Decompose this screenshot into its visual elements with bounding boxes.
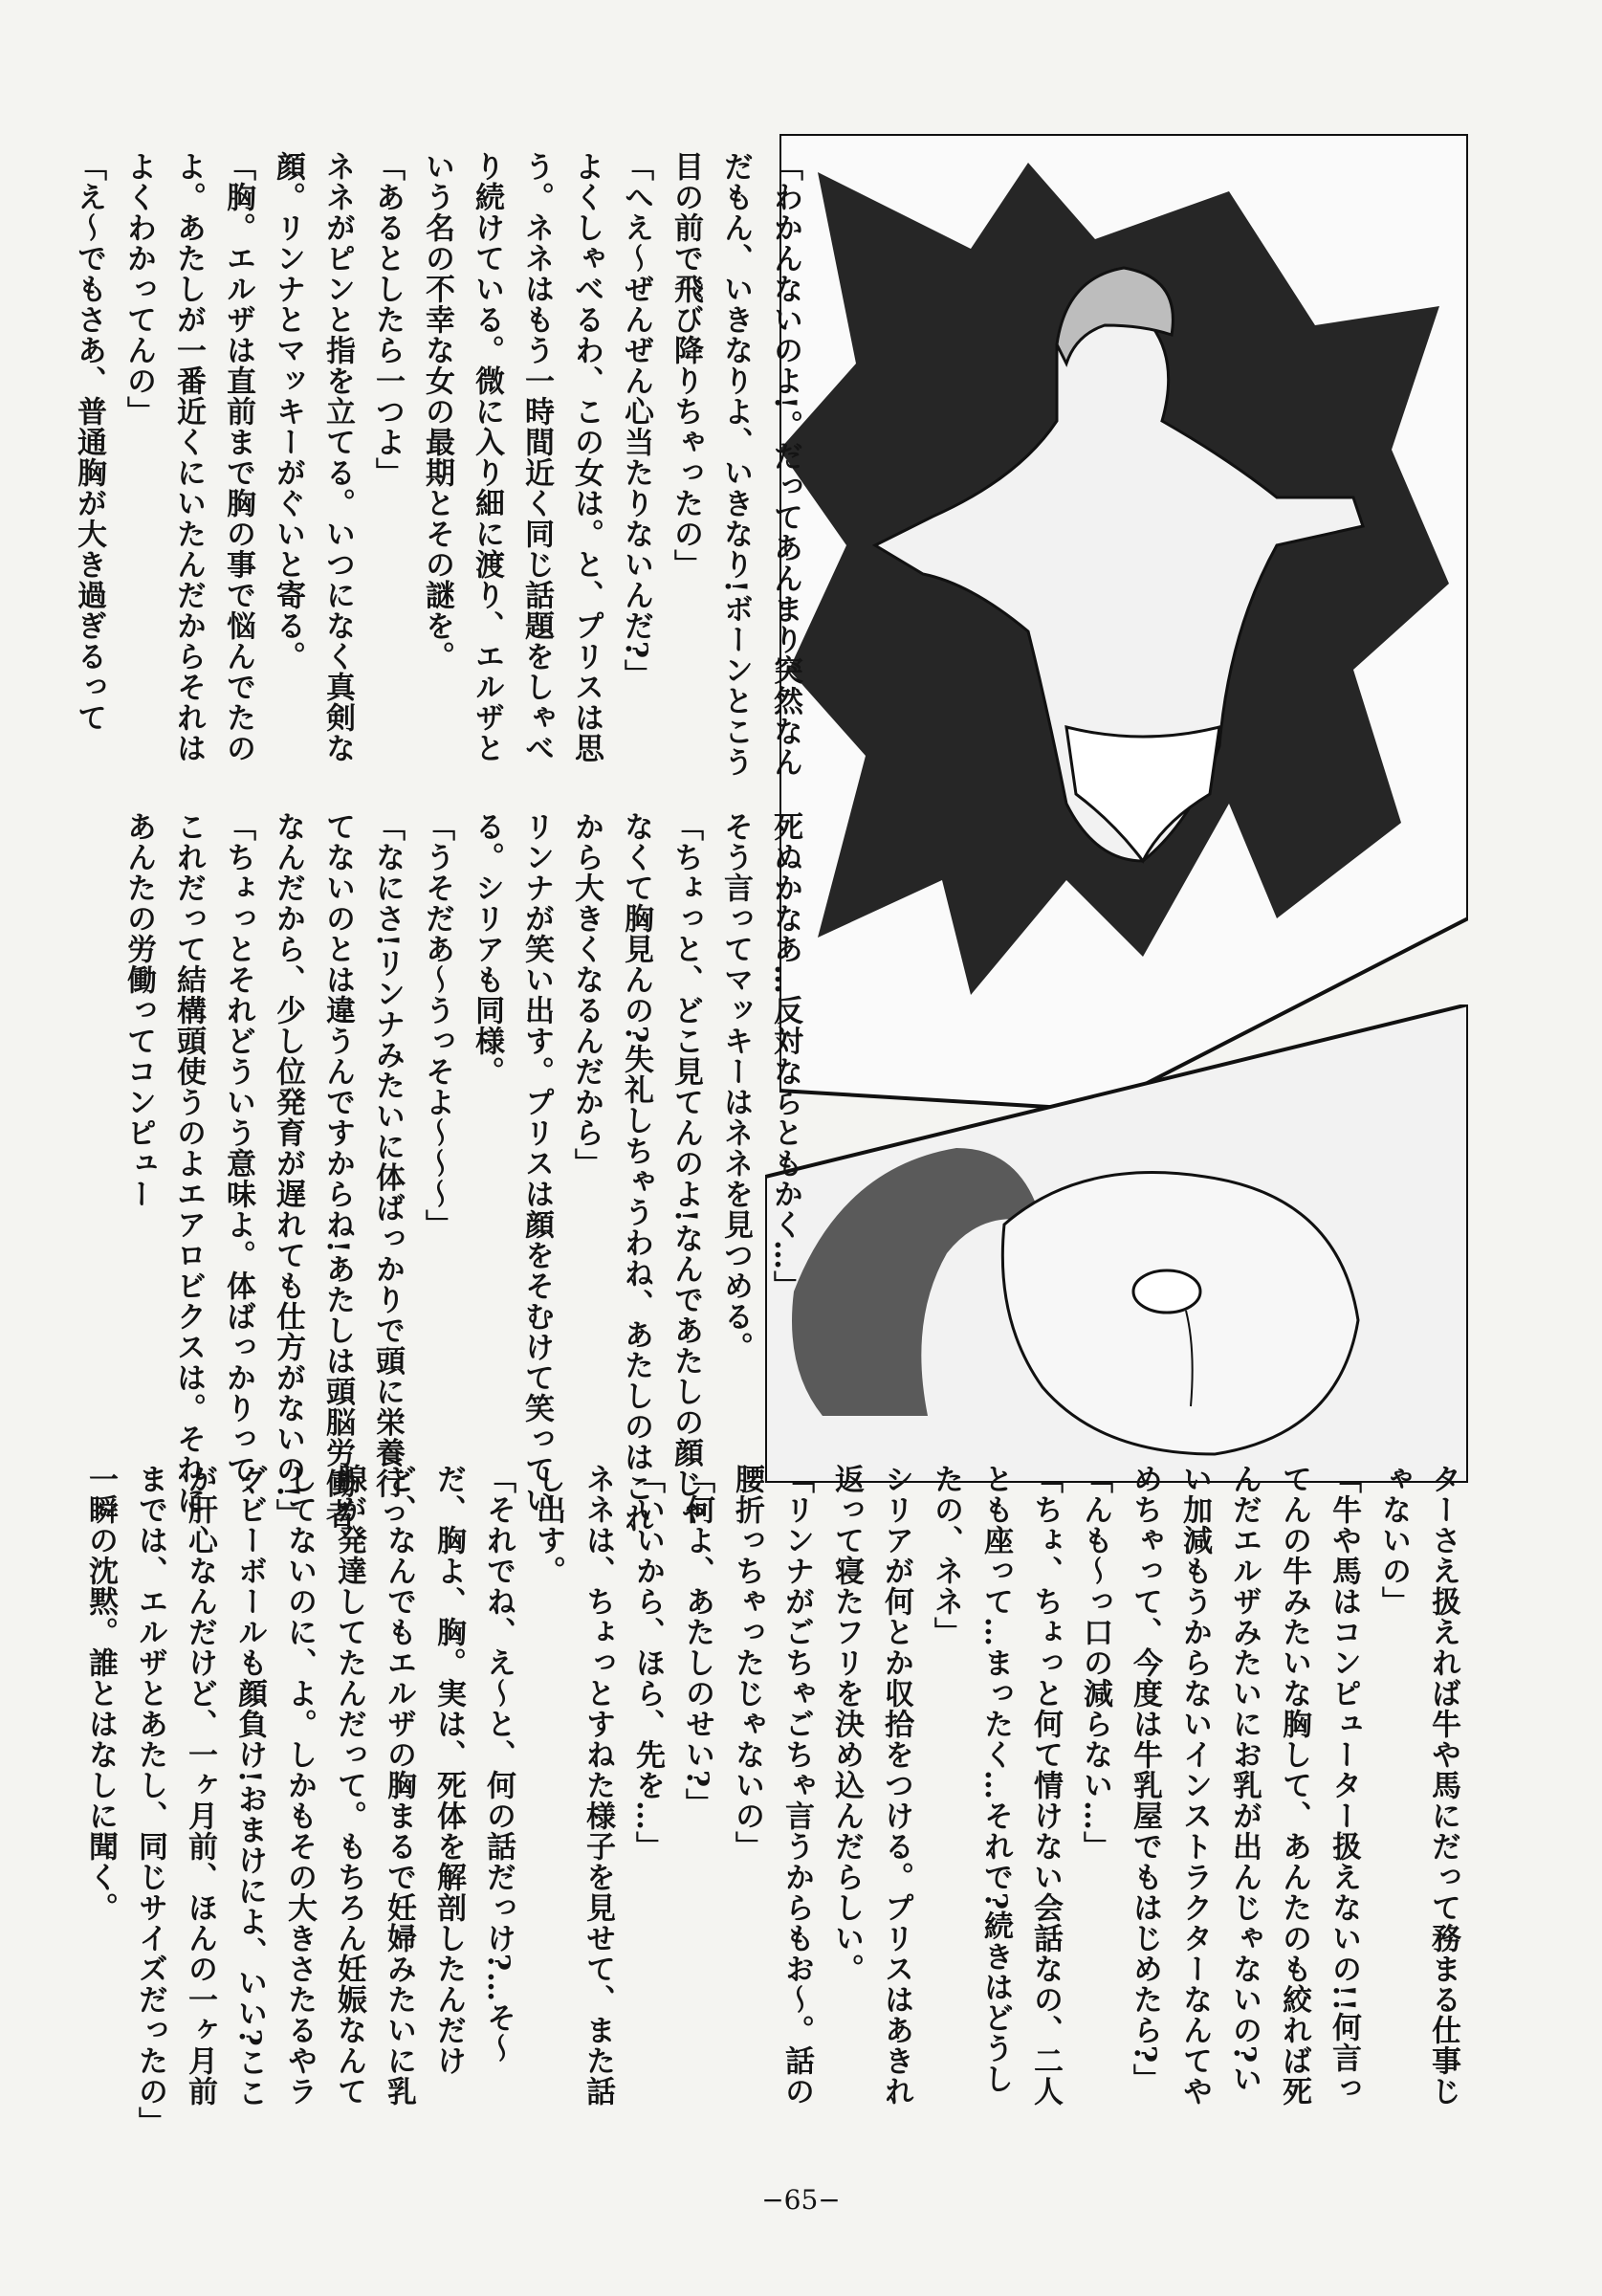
paragraph: ターさえ扱えれば牛や馬にだって務まる仕事じゃないの」 (1376, 1464, 1460, 2107)
paragraph: 「なにさ!リンナみたいに体ばっかりで頭に栄養行ってないのとは違うんですからね!あたしは頭脳労働者なんだから、少し位発育が遅れても仕方がないの!」 (271, 811, 405, 1530)
paragraph: 「ちょっとそれどういう意味よ。体ばっかりって、これだって結構頭使うのよエアロビクスは。それにあんたの労働ってコンピュー (121, 811, 255, 1515)
paragraph: 「ちょ、ちょっと何て情けない会話なの、二人とも座って…まったく…それで?続きはどうしたの、ネネ」 (929, 1464, 1063, 2107)
paragraph: よくしゃべるわ、この女は。と、プリスは思う。ネネはもう一時間近く同じ話題をしゃべり続けている。微に入り細に渡り、エルザという名の不幸な女の最期とその謎を。 (420, 151, 603, 763)
page-number: −65− (761, 2184, 841, 2216)
paragraph: 「いいから、ほら、先を…」 (630, 1464, 665, 1862)
paragraph: ネネは、ちょっとすねた様子を見せて、また話し出す。 (531, 1464, 615, 2107)
paragraph: 「あるとしたら一つよ」 (370, 151, 405, 488)
paragraph: 「胸。エルザは直前まで胸の事で悩んでたのよ。あたしが一番近くにいたんだからそれはよくわかってんの」 (121, 151, 255, 763)
paragraph: シリアが何とか収拾をつける。プリスはあきれ返って寝たフリを決め込んだらしい。 (829, 1464, 913, 2107)
paragraph: 死ぬかなあ…反対ならともかく…」 (768, 811, 802, 1301)
paragraph: 「うそだあ〜うっそよ〜〜〜」 (420, 811, 454, 1240)
text-block-left-upper (72, 151, 810, 783)
paragraph: 「わかんないのよ!。だってあんまり突然なんだもん、いきなりよ、いきなり!ボーンとこう目の前で飛び降りちゃったの」 (669, 151, 802, 778)
paragraph: ネネがピンと指を立てる。いつになく真剣な顔。リンナとマッキーがぐいと寄る。 (271, 151, 355, 763)
paragraph: 「ちょっと、どこ見てんのよ!なんであたしの顔じゃなくて胸見んの?失礼しちゃうわね、あたしのはこれから大きくなるんだから」 (569, 811, 703, 1534)
paragraph: そう言ってマッキーはネネを見つめる。 (718, 811, 753, 1362)
paragraph: 一瞬の沈黙。誰とはなしに聞く。 (83, 1464, 118, 1923)
paragraph: 「牛や馬はコンピューター扱えないの!!何言ってんの牛みたいな胸して、あんたのも絞れば死んだエルザみたいにお乳が出んじゃないの?いい加減もうからないインストラクターなんてやめちゃって、今度は牛乳屋でもはじめたら?」 (1128, 1464, 1361, 2107)
text-block-right-lower (83, 1464, 1468, 2137)
text-block-left-lower (121, 811, 810, 1538)
paragraph: 「え〜でもさあ、普通胸が大き過ぎるって (72, 151, 106, 733)
paragraph: 「それでね、え〜と、何の話だっけ?…そ〜だ、胸よ、胸。実は、死体を解剖したんだけど、なんでもエルザの胸まるで妊婦みたいに乳腺が発達してたんだって。もちろん妊娠なんてしてないのに、よ。しかもその大きさたるやラグビーボールも顔負け!おまけによ、いい?ここが肝心なんだけど、一ヶ月前、ほんの一ヶ月前までは、エルザとあたし、同じサイズだったの」 (133, 1464, 516, 2137)
paragraph: 「んも〜っ口の減らない…」 (1078, 1464, 1112, 1862)
paragraph: リンナが笑い出す。プリスは顔をそむけて笑っている。シリアも同様。 (470, 811, 554, 1515)
paragraph: 「リンナがごちゃごちゃ言うからもお〜。話の腰折っちゃったじゃないの」 (730, 1464, 814, 2107)
paragraph: 「何よ、あたしのせい?」 (680, 1464, 714, 1820)
illustration-bottom-panel (765, 1004, 1468, 1483)
illustration-top-panel (779, 134, 1468, 1148)
eye (1133, 1270, 1200, 1313)
paragraph: 「へえ〜ぜんぜん心当たりないんだ?」 (619, 151, 653, 691)
